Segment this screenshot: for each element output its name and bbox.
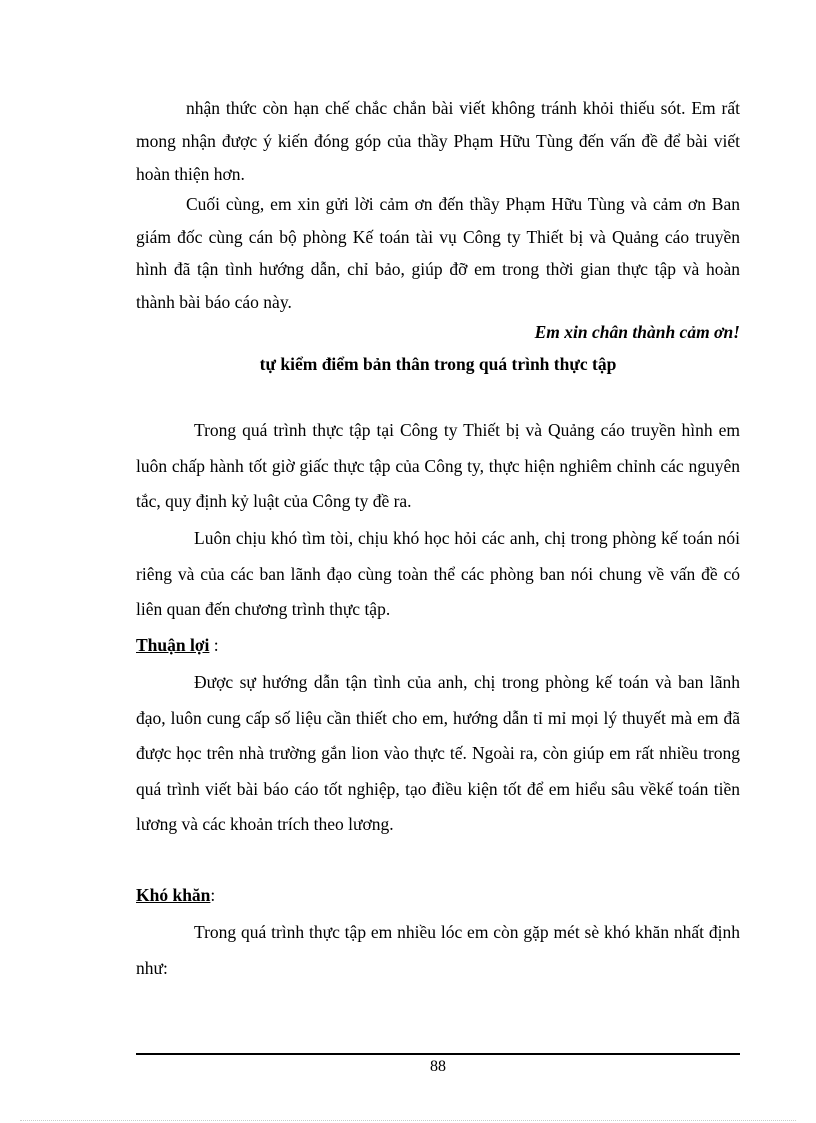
paragraph-discipline: Trong quá trình thực tập tại Công ty Thiết bị và Quảng cáo truyền hình em luôn chấp hành tốt giờ giấc thực tập của Công ty, thực hiện nghiêm chỉnh các nguyên tắc, quy định kỷ luật của Công ty đề ra. [136,420,740,511]
difficulties-colon: : [210,885,216,905]
difficulties-label: Khó khăn [136,885,211,905]
difficulties-heading [136,881,740,909]
advantages-heading [136,631,740,659]
paragraph-advantages: Được sự hướng dẫn tận tình của anh, chị trong phòng kế toán và ban lãnh đạo, luôn cung cấp số liệu cần thiết cho em, hướng dẫn tỉ mỉ mọi lý thuyết mà em đã được học trên nhà trường gắn lion vào thực tế. Ngoài ra, còn giúp em rất nhiều trong quá trình viết bài báo cáo tốt nghiệp, tạo điều kiện tốt để em hiểu sâu vềkế toán tiền lương và các khoản trích theo lương. [136,672,740,834]
thanks-signoff: Em xin chân thành cảm ơn! [534,322,740,342]
advantages-colon: : [209,635,219,655]
paragraph-learning: Luôn chịu khó tìm tòi, chịu khó học hỏi các anh, chị trong phòng kế toán nói riêng và của các ban lãnh đạo cùng toàn thể các phòng ban nói chung về vấn đề có liên quan đến chương trình thực tập. [136,528,740,619]
section-title: tự kiểm điểm bản thân trong quá trình thực tập [259,354,617,374]
footer-divider [136,1053,740,1055]
paragraph-thanks-body: Cuối cùng, em xin gửi lời cảm ơn đến thầy Phạm Hữu Tùng và cảm ơn Ban giám đốc cùng cán bộ phòng Kế toán tài vụ Công ty Thiết bị và Quảng cáo truyền hình đã tận tình hướng dẫn, chỉ bảo, giúp đỡ em trong thời gian thực tập và hoàn thành bài báo cáo này. [136,194,740,312]
paragraph-limitations: nhận thức còn hạn chế chắc chắn bài viết không tránh khỏi thiếu sót. Em rất mong nhận được ý kiến đóng góp của thầy Phạm Hữu Tùng đến vấn đề để bài viết hoàn thiện hơn. [136,98,740,184]
advantages-label: Thuận lợi [136,635,210,655]
page-bottom-border [20,1120,796,1121]
paragraph-difficulties: Trong quá trình thực tập em nhiều lóc em còn gặp mét sè khó khăn nhất định như: [136,922,740,978]
page-number: 88 [430,1058,446,1075]
